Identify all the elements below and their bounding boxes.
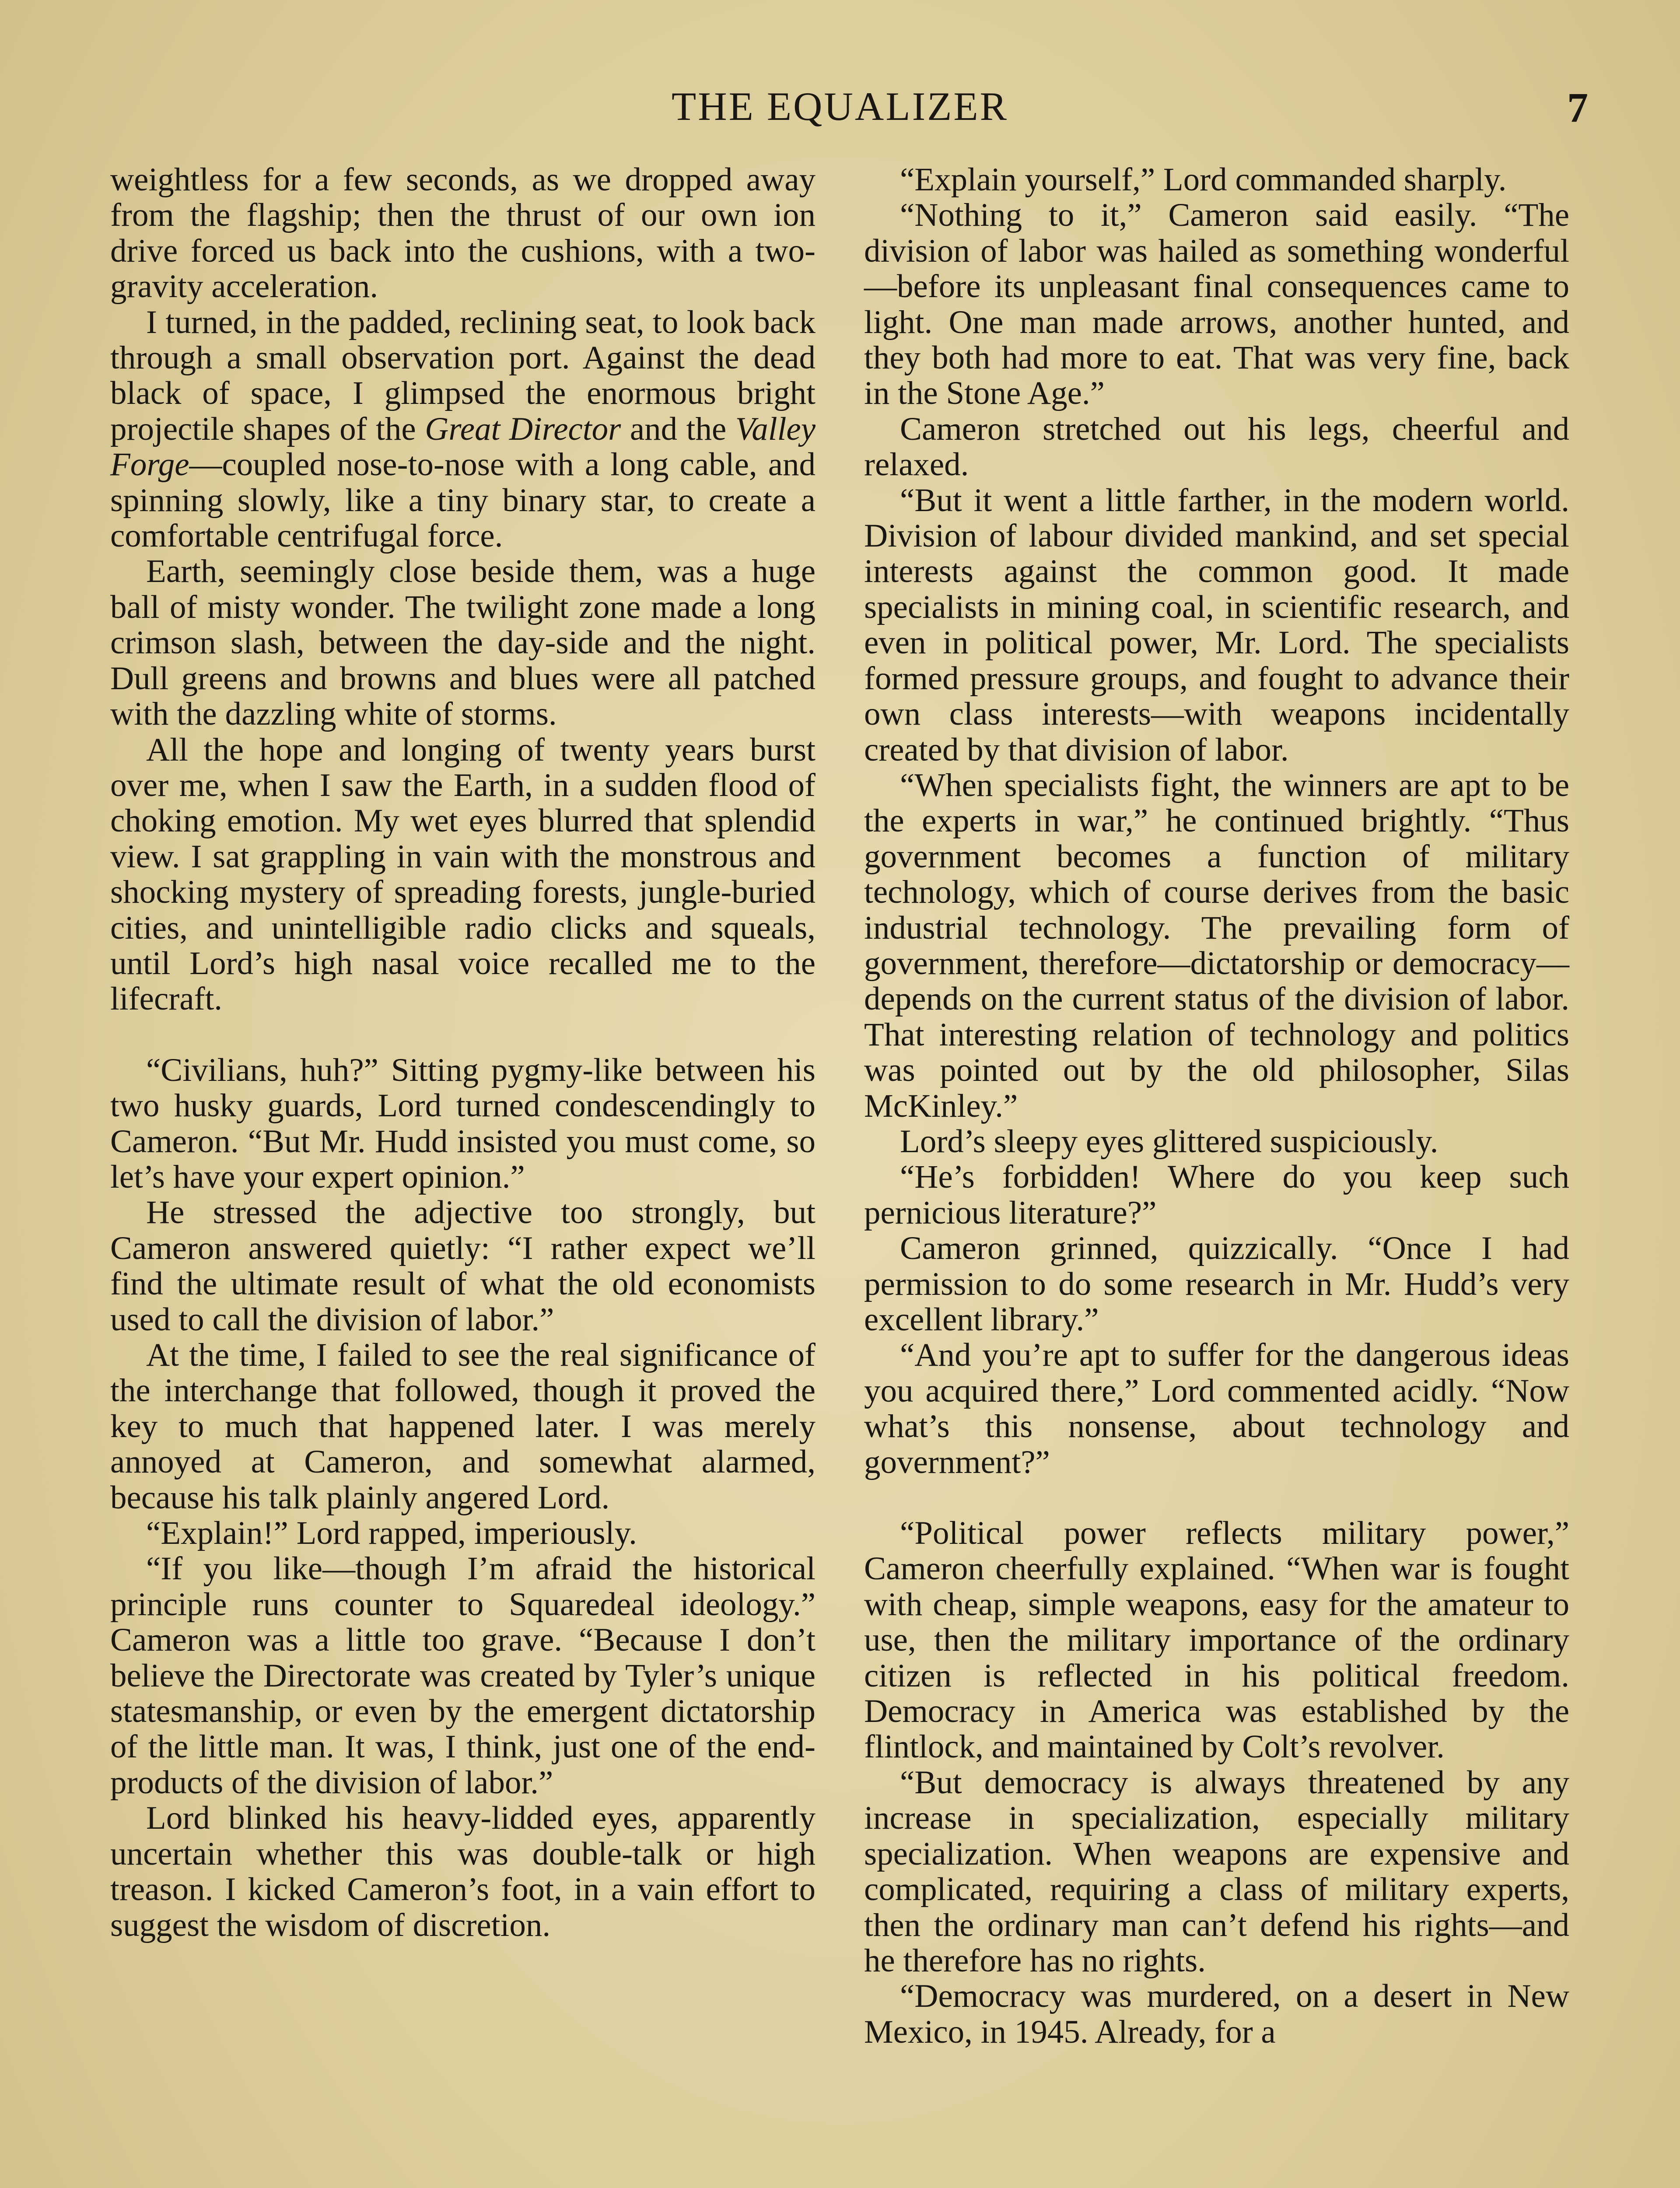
paragraph: “Political power reflects military power,” Cameron cheerfully explained. “When war is fought with cheap, simple weapons, easy for the amateur to use, then the military importance of the ordinary citizen is reflected in his political freedom. Democracy in America was established by the flintlock, and maintained by Colt’s revolver. xyxy=(864,1515,1569,1765)
paragraph: “If you like—though I’m afraid the historical principle runs counter to Squaredeal ideology.” Cameron was a little too grave. “Because I don’t believe the Directorate was created by Tyler’s unique statesmanship, or even by the emergent dictatorship of the little man. It was, I think, just one of the end-products of the division of labor.” xyxy=(110,1550,816,1801)
page-number: 7 xyxy=(1567,84,1588,131)
paragraph: At the time, I failed to see the real significance of the interchange that followed, though it proved the key to much that happened later. I was merely annoyed at Cameron, and somewhat alarmed, because his talk plainly angered Lord. xyxy=(110,1337,816,1516)
running-head: THE EQUALIZER xyxy=(672,84,1008,129)
paragraph: “And you’re apt to suffer for the dangerous ideas you acquired there,” Lord commented acidly. “Now what’s this nonsense, about technology and government?” xyxy=(864,1337,1569,1480)
paragraph: “He’s forbidden! Where do you keep such pernicious literature?” xyxy=(864,1159,1569,1231)
paragraph: Cameron grinned, quizzically. “Once I had permission to do some research in Mr. Hudd’s very excellent library.” xyxy=(864,1230,1569,1338)
page-header xyxy=(0,83,1680,136)
paragraph: “But democracy is always threatened by any increase in specialization, especially military specialization. When weapons are expensive and complicated, requiring a class of military experts, then the ordinary man can’t defend his rights—and he therefore has no rights. xyxy=(864,1764,1569,1979)
text-column-right xyxy=(864,162,1569,2050)
ship-name: Valley Forge xyxy=(110,410,816,483)
paragraph: He stressed the adjective too strongly, but Cameron answered quietly: “I rather expect we’ll find the ultimate result of what the old economists used to call the division of labor.” xyxy=(110,1194,816,1338)
paragraph: I turned, in the padded, reclining seat, to look back through a small observation port. Against the dead black of space, I glimpsed the enormous bright projectile shapes of the Great Director and the Valley Forge—coupled nose-to-nose with a long cable, and spinning slowly, like a tiny binary star, to create a comfortable centrifugal force. xyxy=(110,304,816,554)
paragraph: weightless for a few seconds, as we dropped away from the flagship; then the thrust of our own ion drive forced us back into the cushions, with a two-gravity acceleration. xyxy=(110,161,816,305)
paragraph: “Democracy was murdered, on a desert in New Mexico, in 1945. Already, for a xyxy=(864,1978,1569,2050)
text-column-left xyxy=(110,162,816,1943)
paragraph: Cameron stretched out his legs, cheerful and relaxed. xyxy=(864,410,1569,483)
paragraph: Earth, seemingly close beside them, was a huge ball of misty wonder. The twilight zone made a long crimson slash, between the day-side and the night. Dull greens and browns and blues were all patched with the dazzling white of storms. xyxy=(110,553,816,733)
paragraph: All the hope and longing of twenty years burst over me, when I saw the Earth, in a sudden flood of choking emotion. My wet eyes blurred that splendid view. I sat grappling in vain with the monstrous and shocking mystery of spreading forests, jungle-buried cities, and unintelligible radio clicks and squeals, until Lord’s high nasal voice recalled me to the lifecraft. xyxy=(110,731,816,1017)
ship-name: Great Director xyxy=(425,410,621,447)
paragraph: “Explain yourself,” Lord commanded sharply. xyxy=(900,161,1507,198)
paragraph: Lord’s sleepy eyes glittered suspiciously. xyxy=(900,1123,1438,1160)
paragraph: “Explain!” Lord rapped, imperiously. xyxy=(146,1515,637,1552)
paragraph: Lord blinked his heavy-lidded eyes, apparently uncertain whether this was double-talk or high treason. I kicked Cameron’s foot, in a vain effort to suggest the wisdom of discretion. xyxy=(110,1800,816,1943)
paragraph: “When specialists fight, the winners are apt to be the experts in war,” he continued brightly. “Thus government becomes a function of military technology, which of course derives from the basic industrial technology. The prevailing form of government, therefore—dictatorship or democracy—depends on the current status of the division of labor. That interesting relation of technology and politics was pointed out by the old philosopher, Silas McKinley.” xyxy=(864,767,1569,1124)
paragraph: “Civilians, huh?” Sitting pygmy-like between his two husky guards, Lord turned condescendingly to Cameron. “But Mr. Hudd insisted you must come, so let’s have your expert opinion.” xyxy=(110,1052,816,1195)
paragraph: “But it went a little farther, in the modern world. Division of labour divided mankind, and set special interests against the common good. It made specialists in mining coal, in scientific research, and even in political power, Mr. Lord. The specialists formed pressure groups, and fought to advance their own class interests—with weapons incidentally created by that division of labor. xyxy=(864,482,1569,768)
paragraph: “Nothing to it,” Cameron said easily. “The division of labor was hailed as something wonderful—before its unpleasant final consequences came to light. One man made arrows, another hunted, and they both had more to eat. That was very fine, back in the Stone Age.” xyxy=(864,197,1569,412)
section-break xyxy=(110,1017,816,1052)
section-break xyxy=(864,1480,1569,1515)
